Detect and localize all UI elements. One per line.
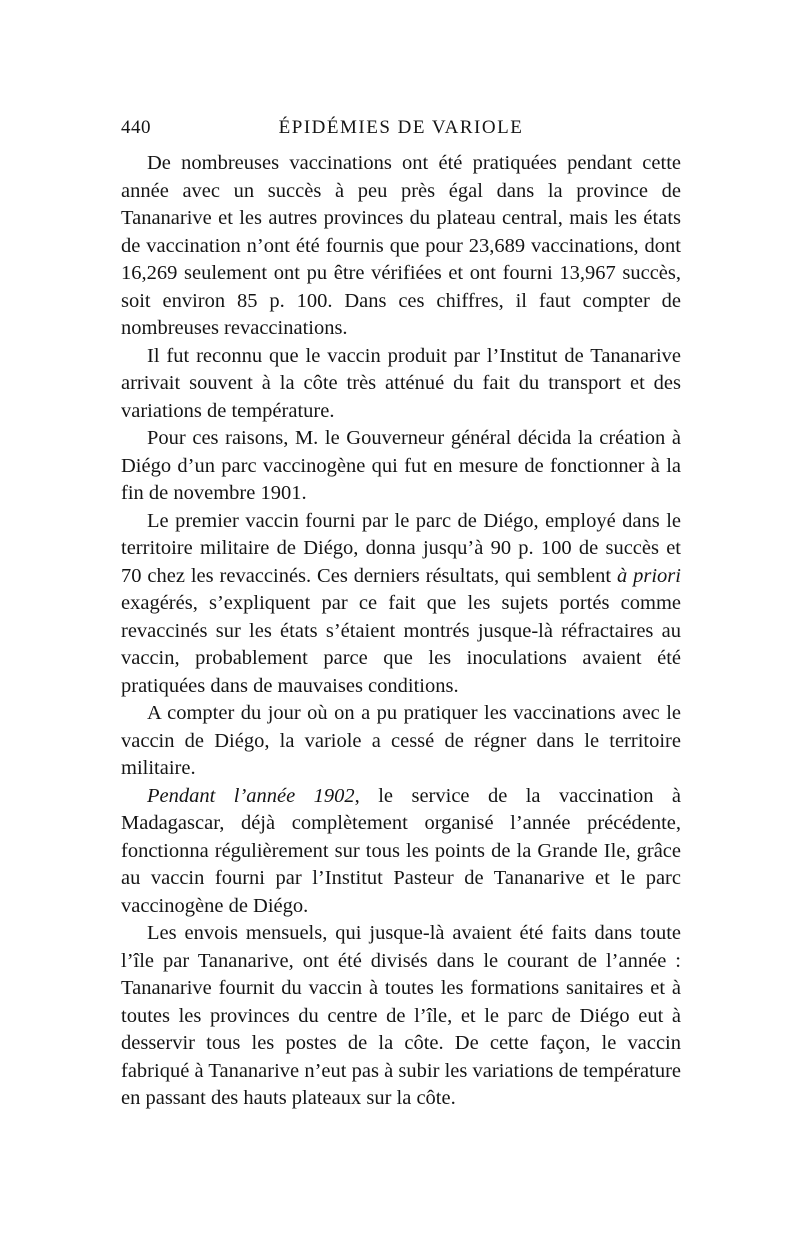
paragraph: [121, 783, 681, 921]
running-title: ÉPIDÉMIES DE VARIOLE: [278, 117, 524, 138]
paragraph: De nombreuses vaccinations ont été pratiquées pendant cette année avec un succès à peu près égal dans la province de Tananarive et les autres provinces du plateau central, mais les états de vaccination n’ont été fournis que pour 23,689 vaccinations, dont 16,269 seulement ont pu être vérifiées et ont fourni 13,967 succès, soit environ 85 p. 100. Dans ces chiffres, il faut compter de nombreuses revaccinations.: [121, 152, 681, 339]
paragraph: Les envois mensuels, qui jusque-là avaient été faits dans toute l’île par Tananarive, ont été divisés dans le courant de l’année : Tananarive fournit du vaccin à toutes les formations sanitaires et à toutes les provinces du centre de l’île, et le parc de Diégo eut à desservir tous les postes de la côte. De cette façon, le vaccin fabriqué à Tananarive n’eut pas à subir les variations de température en passant des hauts plateaux sur la côte.: [121, 922, 681, 1109]
paragraph: A compter du jour où on a pu pratiquer les vaccinations avec le vaccin de Diégo, la variole a cessé de régner dans le territoire militaire.: [121, 702, 681, 779]
paragraph: Pour ces raisons, M. le Gouverneur général décida la création à Diégo d’un parc vaccinogène qui fut en mesure de fonctionner à la fin de novembre 1901.: [121, 427, 681, 504]
paragraph-text: , le service de la vaccination à Madagascar, déjà complètement organisé l’année précédente, fonctionna régulièrement sur tous les points de la Grande Ile, grâce au vaccin fourni par l’Institut Pasteur de Tananarive et le parc vaccinogène de Diégo.: [121, 784, 681, 917]
page-number: 440: [121, 117, 151, 138]
body-text: [121, 150, 681, 1113]
paragraph: Il fut reconnu que le vaccin produit par l’Institut de Tananarive arrivait souvent à la côte très atténué du fait du transport et des variations de température.: [121, 344, 681, 422]
italic-phrase: à priori: [616, 564, 681, 587]
paragraph: [121, 508, 681, 701]
running-head: [121, 117, 681, 141]
italic-phrase: Pendant l’année 1902: [147, 784, 355, 807]
paragraph-text: exagérés, s’expliquent par ce fait que les sujets portés comme revaccinés sur les états s’étaient montrés jusque-là réfractaires au vaccin, probablement parce que les inoculations avaient été pratiquées dans de mauvaises conditions.: [121, 592, 681, 697]
paragraph-text: Le premier vaccin fourni par le parc de Diégo, employé dans le territoire militaire de Diégo, donna jusqu’à 90 p. 100 de succès et 70 chez les revaccinés. Ces derniers résultats, qui semblent: [121, 509, 681, 587]
